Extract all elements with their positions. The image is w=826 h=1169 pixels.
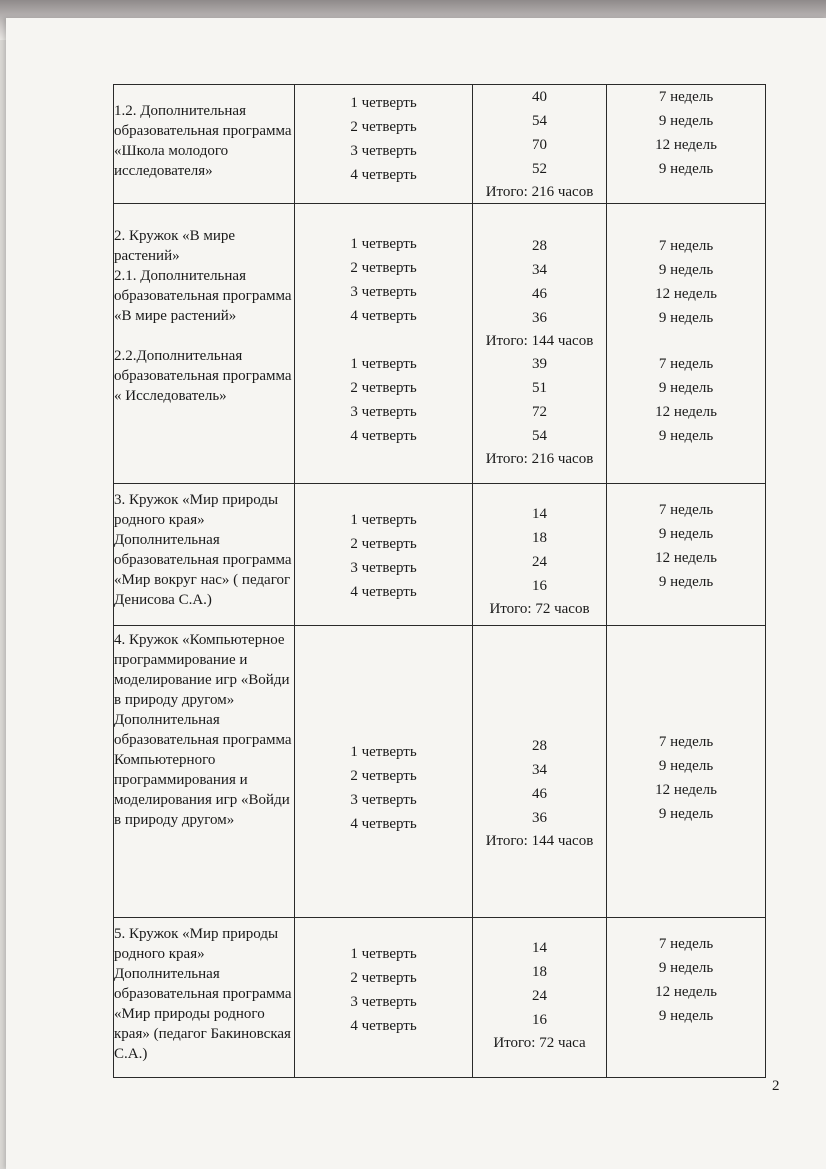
weeks-value: 12 недель	[655, 137, 717, 153]
weeks-value: 9 недель	[658, 1008, 714, 1024]
quarter-label: 2 четверть	[350, 260, 417, 276]
weeks-value: 9 недель	[658, 310, 714, 326]
program-name-cell	[114, 204, 295, 484]
spacer	[607, 330, 765, 352]
hours-total: Итого: 144 часов	[485, 833, 594, 849]
quarter-label: 3 четверть	[350, 560, 417, 576]
program-name-cell	[114, 626, 295, 918]
quarter-label: 1 четверть	[350, 236, 417, 252]
weeks-value: 9 недель	[658, 574, 714, 590]
hours-cell	[473, 918, 607, 1078]
quarter-label: 2 четверть	[350, 768, 417, 784]
quarter-label: 3 четверть	[350, 404, 417, 420]
program-name: 3. Кружок «Мир природы родного края» Дополнительная образовательная программа «Мир вокруг нас» ( педагог Денисова С.А.)	[114, 492, 292, 608]
quarter-label: 1 четверть	[350, 946, 417, 962]
hours-cell	[473, 85, 607, 204]
quarter-label: 1 четверть	[350, 356, 417, 372]
weeks-value: 9 недель	[658, 806, 714, 822]
weeks-value: 9 недель	[658, 113, 714, 129]
quarter-label: 4 четверть	[350, 308, 417, 324]
weeks-value: 12 недель	[655, 550, 717, 566]
quarter-label: 2 четверть	[350, 380, 417, 396]
quarter-label: 4 четверть	[350, 1018, 417, 1034]
hours-value: 40	[532, 89, 547, 105]
weeks-value: 9 недель	[658, 526, 714, 542]
hours-value: 16	[532, 1012, 547, 1028]
hours-value: 14	[532, 940, 547, 956]
weeks-cell	[607, 85, 766, 204]
hours-total: Итого: 216 часов	[485, 184, 594, 200]
club-name: 2. Кружок «В мире растений»	[114, 228, 236, 264]
hours-value: 54	[532, 428, 547, 444]
weeks-cell	[607, 918, 766, 1078]
hours-value: 28	[532, 238, 547, 254]
hours-value: 16	[532, 578, 547, 594]
hours-value: 70	[532, 137, 547, 153]
hours-value: 18	[532, 964, 547, 980]
weeks-value: 12 недель	[655, 286, 717, 302]
hours-value: 36	[532, 310, 547, 326]
program-name: 4. Кружок «Компьютерное программирование и моделирование игр «Войди в природу другом» Дополнительная образовательная программа Компьютерного программирования и моделирования игр «Войди в природу другом»	[114, 632, 292, 828]
quarter-label: 1 четверть	[350, 512, 417, 528]
spacer	[295, 328, 472, 352]
program-name: 5. Кружок «Мир природы родного края» Дополнительная образовательная программа «Мир природы родного края» (педагог Бакиновская С.А.)	[114, 926, 292, 1062]
hours-value: 52	[532, 161, 547, 177]
weeks-value: 9 недель	[658, 262, 714, 278]
hours-value: 28	[532, 738, 547, 754]
weeks-value: 9 недель	[658, 758, 714, 774]
weeks-value: 7 недель	[658, 89, 714, 105]
hours-value: 34	[532, 262, 547, 278]
quarters-cell	[295, 204, 473, 484]
quarter-label: 1 четверть	[350, 744, 417, 760]
quarter-label: 4 четверть	[350, 167, 417, 183]
quarters-cell	[295, 484, 473, 626]
hours-cell	[473, 484, 607, 626]
hours-value: 46	[532, 286, 547, 302]
weeks-value: 9 недель	[658, 380, 714, 396]
quarter-label: 2 четверть	[350, 970, 417, 986]
hours-value: 36	[532, 810, 547, 826]
table-row	[114, 626, 766, 918]
quarter-label: 4 четверть	[350, 816, 417, 832]
weeks-value: 9 недель	[658, 960, 714, 976]
weeks-cell	[607, 626, 766, 918]
hours-value: 24	[532, 988, 547, 1004]
quarters-cell	[295, 85, 473, 204]
quarter-label: 3 четверть	[350, 994, 417, 1010]
quarters-cell	[295, 918, 473, 1078]
weeks-cell	[607, 484, 766, 626]
hours-value: 14	[532, 506, 547, 522]
table-row	[114, 484, 766, 626]
program-name: 1.2. Дополнительная образовательная программа «Школа молодого исследователя»	[114, 103, 292, 179]
table-row	[114, 204, 766, 484]
hours-value: 39	[532, 356, 547, 372]
quarter-label: 3 четверть	[350, 143, 417, 159]
quarter-label: 2 четверть	[350, 119, 417, 135]
quarter-label: 3 четверть	[350, 284, 417, 300]
hours-total: Итого: 72 часа	[493, 1035, 586, 1051]
weeks-value: 9 недель	[658, 161, 714, 177]
quarter-label: 2 четверть	[350, 536, 417, 552]
quarter-label: 4 четверть	[350, 584, 417, 600]
hours-total: Итого: 216 часов	[485, 451, 594, 467]
page-number: 2	[772, 1078, 780, 1094]
program-name-cell	[114, 918, 295, 1078]
program-name: 2.1. Дополнительная образовательная программа «В мире растений»	[114, 268, 292, 324]
weeks-cell	[607, 204, 766, 484]
weeks-value: 12 недель	[655, 404, 717, 420]
hours-value: 54	[532, 113, 547, 129]
weeks-value: 12 недель	[655, 782, 717, 798]
quarter-label: 3 четверть	[350, 792, 417, 808]
weeks-value: 7 недель	[658, 734, 714, 750]
table-row	[114, 85, 766, 204]
hours-value: 24	[532, 554, 547, 570]
hours-value: 51	[532, 380, 547, 396]
weeks-value: 7 недель	[658, 238, 714, 254]
hours-total: Итого: 144 часов	[485, 333, 594, 349]
hours-value: 18	[532, 530, 547, 546]
program-name: 2.2.Дополнительная образовательная программа « Исследователь»	[114, 348, 292, 404]
weeks-value: 12 недель	[655, 984, 717, 1000]
spacer	[114, 326, 294, 346]
hours-cell	[473, 626, 607, 918]
weeks-value: 7 недель	[658, 936, 714, 952]
quarters-cell	[295, 626, 473, 918]
quarter-label: 1 четверть	[350, 95, 417, 111]
hours-cell	[473, 204, 607, 484]
program-name-cell	[114, 85, 295, 204]
hours-value: 46	[532, 786, 547, 802]
hours-value: 72	[532, 404, 547, 420]
quarter-label: 4 четверть	[350, 428, 417, 444]
table-row	[114, 918, 766, 1078]
weeks-value: 9 недель	[658, 428, 714, 444]
hours-value: 34	[532, 762, 547, 778]
weeks-value: 7 недель	[658, 356, 714, 372]
program-name-cell	[114, 484, 295, 626]
hours-total: Итого: 72 часов	[489, 601, 590, 617]
program-schedule-table	[113, 84, 766, 1078]
weeks-value: 7 недель	[658, 502, 714, 518]
